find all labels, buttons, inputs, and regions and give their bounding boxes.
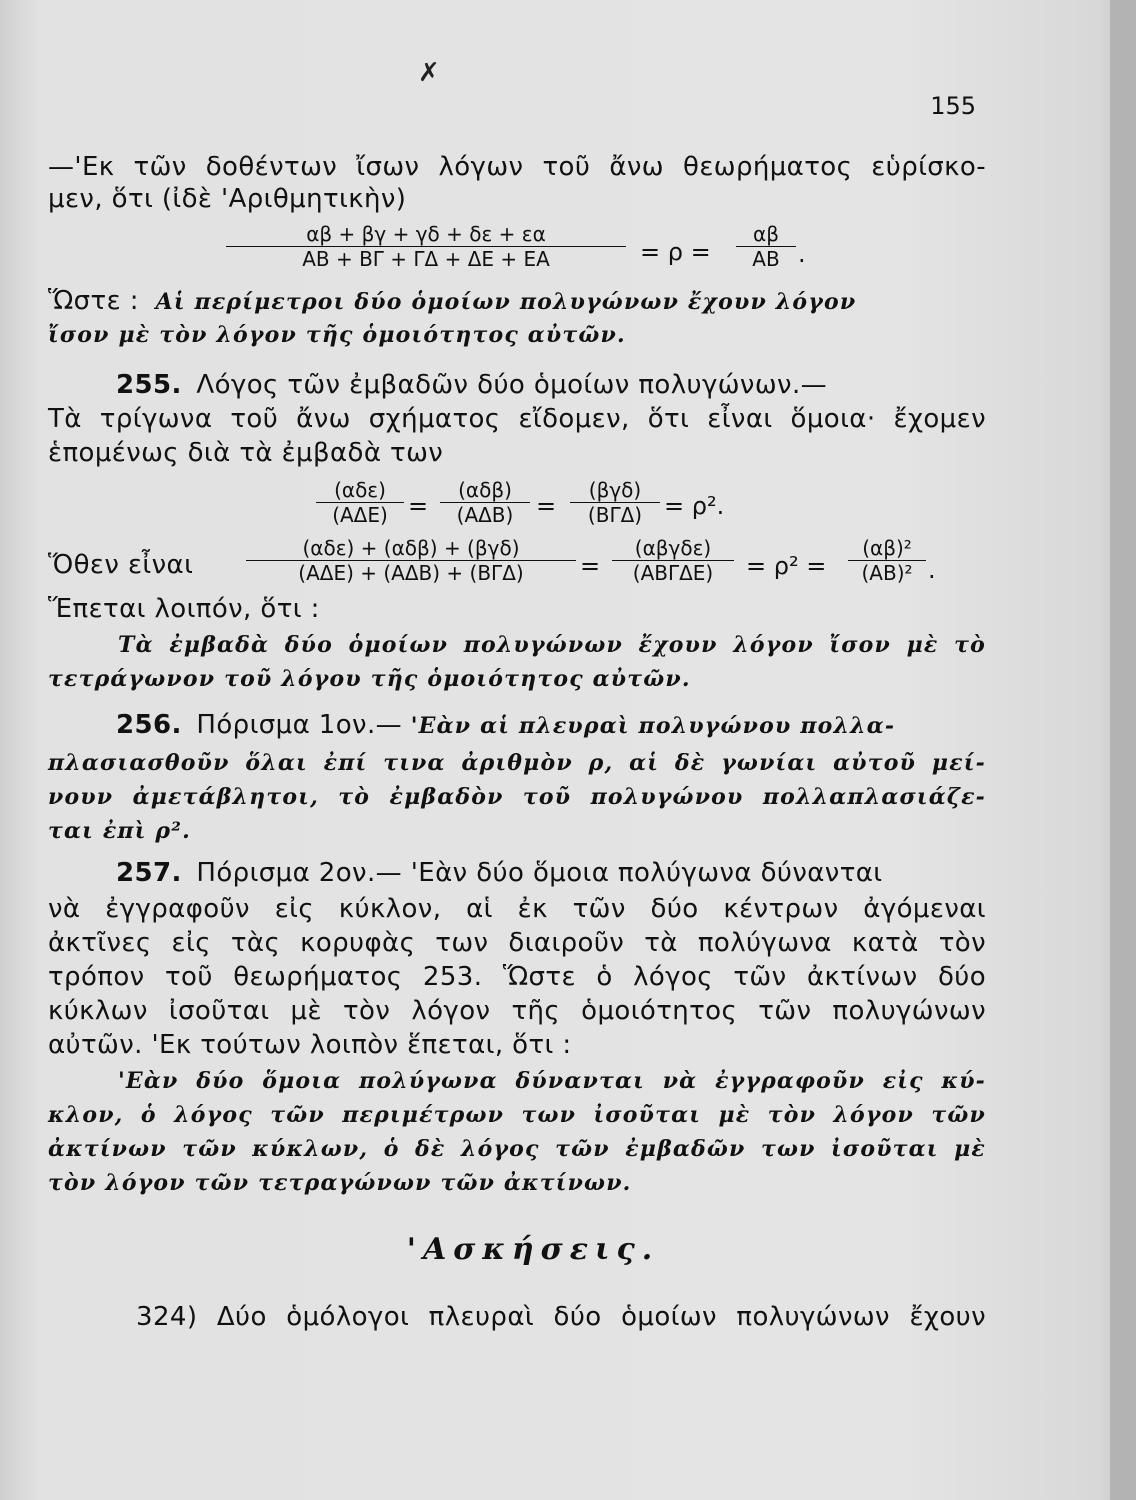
eq2-frac-sum [246, 536, 576, 585]
eq2-frac-sum-num: (αδε) + (αδβ) + (βγδ) [302, 536, 520, 560]
conclusion-3-line-1: 'Εὰν δύο ὅμοια πολύγωνα δύνανται νὰ ἐγγραφοῦν εἰς κύ- [118, 1068, 986, 1094]
section-257-line-6: αὐτῶν. 'Εκ τούτων λοιπὸν ἕπεται, ὅτι : [48, 1030, 572, 1060]
section-257-line-1 [48, 856, 986, 890]
conclusion-1-line-2: ἴσον μὲ τὸν λόγον τῆς ὁμοιότητος αὐτῶν. [48, 322, 626, 348]
page-edge-shadow [1110, 0, 1136, 1500]
section-256-title: Πόρισμα 1ον.— [196, 710, 403, 740]
follows-line: Ἕπεται λοιπόν, ὅτι : [48, 594, 320, 624]
eq2-frac-total [612, 536, 734, 585]
eq2-frac-sides-den: (ΑΒ)² [848, 560, 926, 585]
page-number: 155 [930, 92, 976, 120]
eq2-equals-1: = [408, 492, 429, 520]
section-255-title: Λόγος τῶν ἐμβαδῶν δύο ὁμοίων πολυγώνων.— [196, 370, 828, 400]
conclusion-3-line-3: ἀκτίνων τῶν κύκλων, ὁ δὲ λόγος τῶν ἐμβαδῶν των ἰσοῦται μὲ [48, 1136, 986, 1162]
eq2-period: . [928, 556, 936, 584]
eq2-frac-sum-den: (ΑΔΕ) + (ΑΔΒ) + (ΒΓΔ) [246, 560, 576, 585]
eq2-frac-sides-num: (αβ)² [862, 536, 912, 560]
eq1-ratio [736, 222, 796, 271]
eq2-frac-total-num: (αβγδε) [634, 536, 712, 560]
eq2-frac-1 [316, 478, 404, 527]
section-256-line-4: ται ἐπὶ ρ². [48, 818, 191, 844]
eq2-frac-2-num: (αδβ) [458, 478, 512, 502]
section-257-line-4: τρόπον τοῦ θεωρήματος 253. Ὥστε ὁ λόγος τῶν ἀκτίνων δύο [48, 962, 986, 992]
intro-line-2: μεν, ὅτι (ἰδὲ 'Αριθμητικὴν) [48, 184, 407, 214]
eq1-period: . [798, 240, 806, 268]
section-256-line-2: πλασιασθοῦν ὅλαι ἐπί τινα ἀριθμὸν ρ, αἱ δὲ γωνίαι αὐτοῦ μεί- [48, 750, 986, 776]
section-255-line-2: Τὰ τρίγωνα τοῦ ἄνω σχήματος εἴδομεν, ὅτι εἶναι ὅμοια· ἔχομεν [48, 404, 986, 434]
section-257-text: 'Εὰν δύο ὅμοια πολύγωνα δύνανται [410, 858, 883, 888]
conclusion-1-line-1 [48, 284, 986, 319]
section-256-number: 256. [116, 710, 182, 740]
eq1-ratio-denominator: ΑΒ [736, 246, 796, 271]
section-256-line-1 [48, 708, 986, 743]
eq1-equals: = ρ = [640, 238, 711, 266]
conclusion-1-text: Αἱ περίμετροι δύο ὁμοίων πολυγώνων ἔχουν λόγον [155, 289, 857, 315]
eq2-frac-sides [848, 536, 926, 585]
exercise-324: 324) Δύο ὁμόλογοι πλευραὶ δύο ὁμοίων πολυγώνων ἔχουν [136, 1302, 986, 1332]
pencil-mark: ✗ [418, 58, 440, 88]
section-255-number: 255. [116, 370, 182, 400]
eq2-frac-3-num: (βγδ) [588, 478, 642, 502]
section-256-line-3: νουν ἀμετάβλητοι, τὸ ἐμβαδὸν τοῦ πολυγώνου πολλαπλασιάζε- [48, 784, 986, 810]
conclusion-3-line-4: τὸν λόγον τῶν τετραγώνων τῶν ἀκτίνων. [48, 1170, 632, 1196]
section-257-line-5: κύκλων ἰσοῦται μὲ τὸν λόγον τῆς ὁμοιότητος τῶν πολυγώνων [48, 996, 986, 1026]
eq2-frac-1-num: (αδε) [334, 478, 386, 502]
section-256-text: 'Εὰν αἱ πλευραὶ πολυγώνου πολλα- [410, 713, 896, 739]
conclusion-3-line-2: κλον, ὁ λόγος τῶν περιμέτρων των ἰσοῦται μὲ τὸν λόγον τῶν [48, 1102, 986, 1128]
section-257-line-3: ἀκτῖνες εἰς τὰς κορυφὰς των διαιροῦν τὰ πολύγωνα κατὰ τὸν [48, 928, 986, 958]
eq2-equals-2: = [536, 492, 557, 520]
section-255-heading [48, 368, 986, 402]
eq1-ratio-numerator: αβ [753, 222, 779, 246]
eq1-numerator: αβ + βγ + γδ + δε + εα [306, 222, 546, 246]
eq2-end: = ρ². [664, 492, 725, 520]
eq2-frac-3 [570, 478, 660, 527]
eq2-lead: Ὅθεν εἶναι [48, 550, 194, 580]
eq2-frac-3-den: (ΒΓΔ) [570, 502, 660, 527]
eq1-denominator: ΑΒ + ΒΓ + ΓΔ + ΔΕ + ΕΑ [226, 246, 626, 271]
eq2-frac-2 [440, 478, 530, 527]
eq2-equals-3: = [580, 552, 601, 580]
section-255-line-3: ἑπομένως διὰ τὰ ἐμβαδὰ των [48, 438, 444, 468]
eq2-frac-total-den: (ΑΒΓΔΕ) [612, 560, 734, 585]
conclusion-2-line-2: τετράγωνον τοῦ λόγου τῆς ὁμοιότητος αὐτῶν. [48, 666, 691, 692]
section-257-title: Πόρισμα 2ον.— [196, 858, 403, 888]
eq1-fraction [226, 222, 626, 271]
section-257-number: 257. [116, 858, 182, 888]
eq2-rho-squared: = ρ² = [746, 552, 827, 580]
exercises-heading: 'Ασκήσεις. [406, 1232, 660, 1267]
intro-line-1: —'Εκ τῶν δοθέντων ἴσων λόγων τοῦ ἄνω θεωρήματος εὑρίσκο- [48, 152, 986, 182]
section-257-line-2: νὰ ἐγγραφοῦν εἰς κύκλον, αἱ ἐκ τῶν δύο κέντρων ἀγόμεναι [48, 894, 986, 924]
eq2-frac-2-den: (ΑΔΒ) [440, 502, 530, 527]
eq2-frac-1-den: (ΑΔΕ) [316, 502, 404, 527]
conclusion-1-lead: Ὥστε : [48, 286, 139, 316]
conclusion-2-line-1: Τὰ ἐμβαδὰ δύο ὁμοίων πολυγώνων ἔχουν λόγον ἴσον μὲ τὸ [118, 632, 986, 658]
